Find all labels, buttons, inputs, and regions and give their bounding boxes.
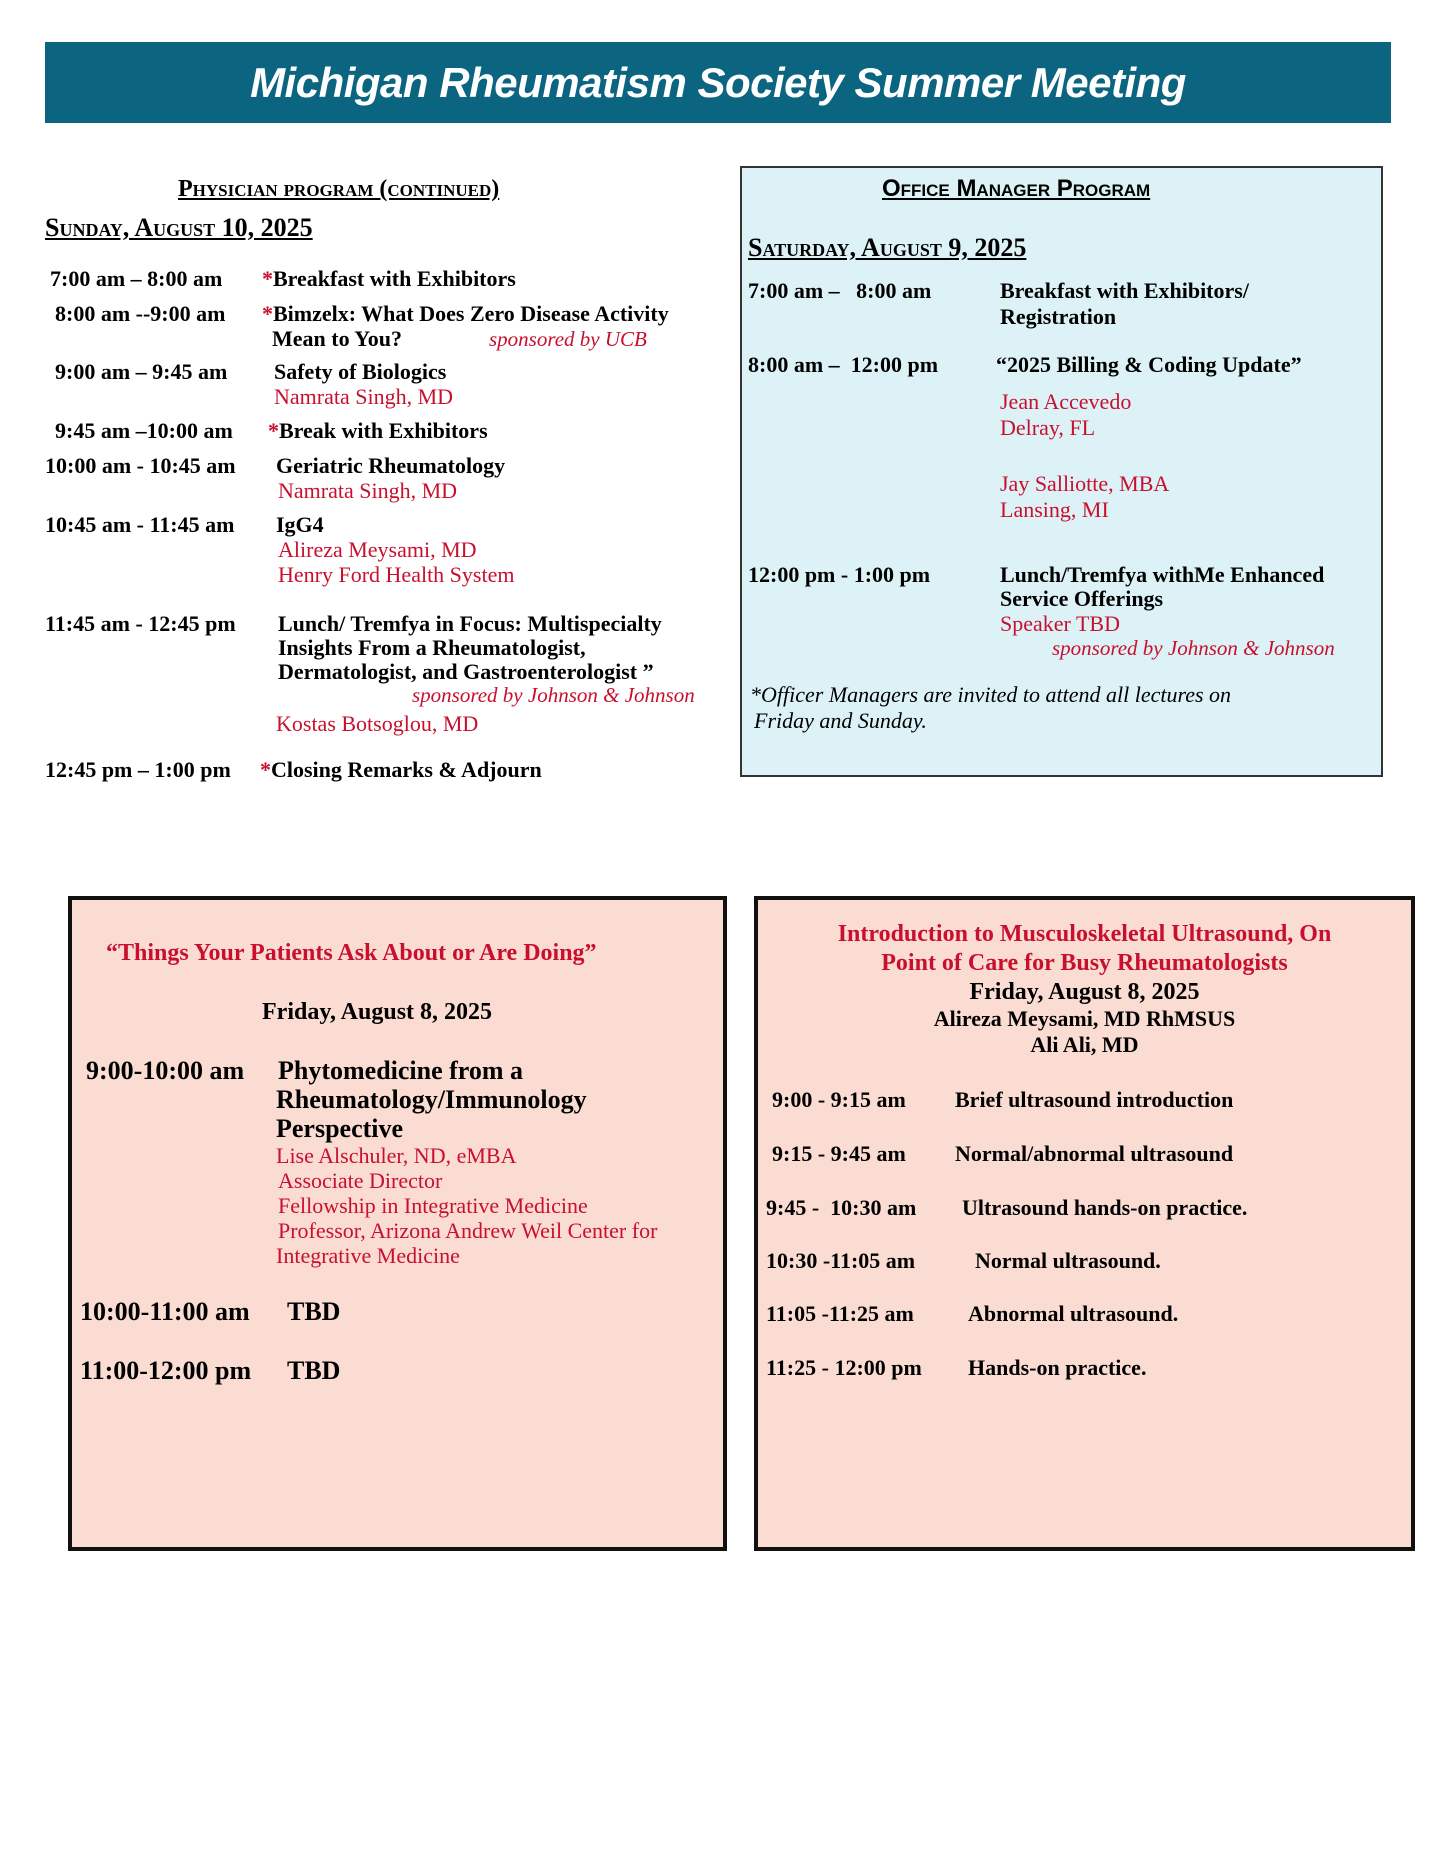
physician-time-8: 12:45 pm – 1:00 pm bbox=[45, 757, 231, 782]
ultrasound-speaker: Ali Ali, MD bbox=[1030, 1032, 1139, 1057]
office-note-line2: Friday and Sunday. bbox=[754, 708, 927, 733]
speaker-title: Integrative Medicine bbox=[276, 1243, 460, 1268]
ultrasound-session-2: Normal/abnormal ultrasound bbox=[955, 1141, 1234, 1166]
physician-session-5: Geriatric Rheumatology bbox=[276, 453, 506, 478]
office-session-3: Lunch/Tremfya withMe Enhanced bbox=[1000, 562, 1325, 587]
ultrasound-session-3: Ultrasound hands-on practice. bbox=[962, 1195, 1248, 1220]
office-session-1: Breakfast with Exhibitors/ bbox=[1000, 278, 1249, 303]
office-time-3: 12:00 pm - 1:00 pm bbox=[748, 562, 931, 587]
patients-session-1-line2: Rheumatology/Immunology bbox=[276, 1085, 587, 1114]
office-date: Saturday, August 9, 2025 bbox=[748, 233, 1027, 262]
office-session-3-line2: Service Offerings bbox=[1000, 586, 1164, 611]
speaker-name: Jay Salliotte, MBA bbox=[1000, 471, 1170, 496]
ultrasound-session-1: Brief ultrasound introduction bbox=[955, 1087, 1234, 1112]
title-banner bbox=[45, 42, 1391, 123]
physician-session-7-line2: Insights From a Rheumatologist, bbox=[278, 635, 586, 660]
patients-session-1: Phytomedicine from a bbox=[278, 1056, 524, 1085]
asterisk: * bbox=[260, 757, 271, 782]
speaker-location: Delray, FL bbox=[1000, 415, 1096, 440]
office-heading: Office Manager Program bbox=[882, 175, 1151, 202]
patients-time-2: 10:00-11:00 am bbox=[80, 1297, 250, 1326]
office-session-1-line2: Registration bbox=[1000, 304, 1117, 329]
ultrasound-time-6: 11:25 - 12:00 pm bbox=[766, 1355, 922, 1380]
patients-time-3: 11:00-12:00 pm bbox=[80, 1356, 252, 1385]
ultrasound-date: Friday, August 8, 2025 bbox=[969, 979, 1200, 1005]
ultrasound-time-2: 9:15 - 9:45 am bbox=[772, 1141, 906, 1166]
physician-date: Sunday, August 10, 2025 bbox=[45, 213, 313, 242]
physician-session-3: Safety of Biologics bbox=[274, 359, 447, 384]
speaker-name: Kostas Botsoglou, MD bbox=[276, 711, 479, 736]
physician-session-1 bbox=[262, 266, 516, 292]
speaker-title: Professor, Arizona Andrew Weil Center for bbox=[278, 1218, 658, 1243]
asterisk: * bbox=[268, 418, 279, 443]
session-title: Bimzelx: What Does Zero Disease Activity bbox=[273, 301, 669, 326]
ultrasound-time-1: 9:00 - 9:15 am bbox=[772, 1087, 906, 1112]
speaker-name: Alireza Meysami, MD bbox=[278, 537, 477, 562]
ultrasound-time-5: 11:05 -11:25 am bbox=[766, 1301, 914, 1326]
ultrasound-session-6: Hands-on practice. bbox=[968, 1355, 1147, 1380]
ultrasound-time-3: 9:45 - 10:30 am bbox=[766, 1195, 917, 1220]
ultrasound-heading: Introduction to Musculoskeletal Ultrasound, On bbox=[837, 921, 1332, 947]
speaker-title: Associate Director bbox=[278, 1168, 443, 1193]
sponsor-note: sponsored by Johnson & Johnson bbox=[412, 683, 695, 707]
asterisk: * bbox=[262, 301, 273, 326]
physician-heading: Physician program (continued) bbox=[178, 176, 500, 202]
speaker-name: Namrata Singh, MD bbox=[278, 478, 458, 503]
sponsor-note: sponsored by UCB bbox=[489, 327, 647, 351]
ultrasound-heading-line2: Point of Care for Busy Rheumatologists bbox=[881, 950, 1288, 976]
patients-date: Friday, August 8, 2025 bbox=[262, 999, 493, 1025]
patients-session-2: TBD bbox=[287, 1297, 341, 1326]
patients-session-1-line3: Perspective bbox=[276, 1114, 404, 1143]
session-title: Break with Exhibitors bbox=[279, 418, 488, 443]
sponsor-note: sponsored by Johnson & Johnson bbox=[1052, 636, 1335, 660]
session-title: Breakfast with Exhibitors bbox=[273, 266, 516, 291]
speaker-name: Lise Alschuler, ND, eMBA bbox=[276, 1143, 517, 1168]
speaker-name: Jean Accevedo bbox=[1000, 389, 1132, 414]
physician-time-7: 11:45 am - 12:45 pm bbox=[45, 611, 236, 636]
page-title: Michigan Rheumatism Society Summer Meeting bbox=[250, 58, 1186, 106]
patients-session-3: TBD bbox=[287, 1356, 341, 1385]
speaker-name: Namrata Singh, MD bbox=[274, 384, 454, 409]
speaker-location: Lansing, MI bbox=[1000, 497, 1109, 522]
speaker-title: Fellowship in Integrative Medicine bbox=[278, 1193, 588, 1218]
physician-session-4 bbox=[268, 418, 488, 444]
physician-session-6: IgG4 bbox=[276, 512, 324, 537]
office-note: *Officer Managers are invited to attend all lectures on bbox=[750, 682, 1232, 707]
ultrasound-time-4: 10:30 -11:05 am bbox=[766, 1248, 916, 1273]
office-session-2: “2025 Billing & Coding Update” bbox=[996, 352, 1302, 377]
session-title: Closing Remarks & Adjourn bbox=[271, 757, 542, 782]
physician-time-1: 7:00 am – 8:00 am bbox=[50, 266, 223, 291]
office-time-2: 8:00 am – 12:00 pm bbox=[748, 352, 939, 377]
patients-time-1: 9:00-10:00 am bbox=[86, 1056, 245, 1085]
physician-time-4: 9:45 am –10:00 am bbox=[55, 418, 233, 443]
asterisk: * bbox=[262, 266, 273, 291]
physician-session-7-line3: Dermatologist, and Gastroenterologist ” bbox=[278, 659, 654, 684]
ultrasound-session-4: Normal ultrasound. bbox=[975, 1248, 1161, 1273]
physician-time-2: 8:00 am --9:00 am bbox=[55, 301, 226, 326]
physician-session-2 bbox=[262, 301, 669, 327]
office-time-1: 7:00 am – 8:00 am bbox=[748, 278, 932, 303]
physician-time-5: 10:00 am - 10:45 am bbox=[45, 453, 236, 478]
physician-time-3: 9:00 am – 9:45 am bbox=[55, 359, 228, 384]
ultrasound-session-5: Abnormal ultrasound. bbox=[968, 1301, 1179, 1326]
speaker-affiliation: Henry Ford Health System bbox=[278, 562, 515, 587]
physician-session-8 bbox=[260, 757, 542, 783]
speaker-name: Speaker TBD bbox=[1000, 611, 1120, 636]
physician-session-2-line2: Mean to You? bbox=[272, 326, 402, 351]
physician-session-7: Lunch/ Tremfya in Focus: Multispecialty bbox=[278, 611, 662, 636]
physician-time-6: 10:45 am - 11:45 am bbox=[45, 512, 235, 537]
ultrasound-speaker: Alireza Meysami, MD RhMSUS bbox=[933, 1006, 1236, 1031]
patients-heading: “Things Your Patients Ask About or Are Doing” bbox=[106, 940, 597, 966]
